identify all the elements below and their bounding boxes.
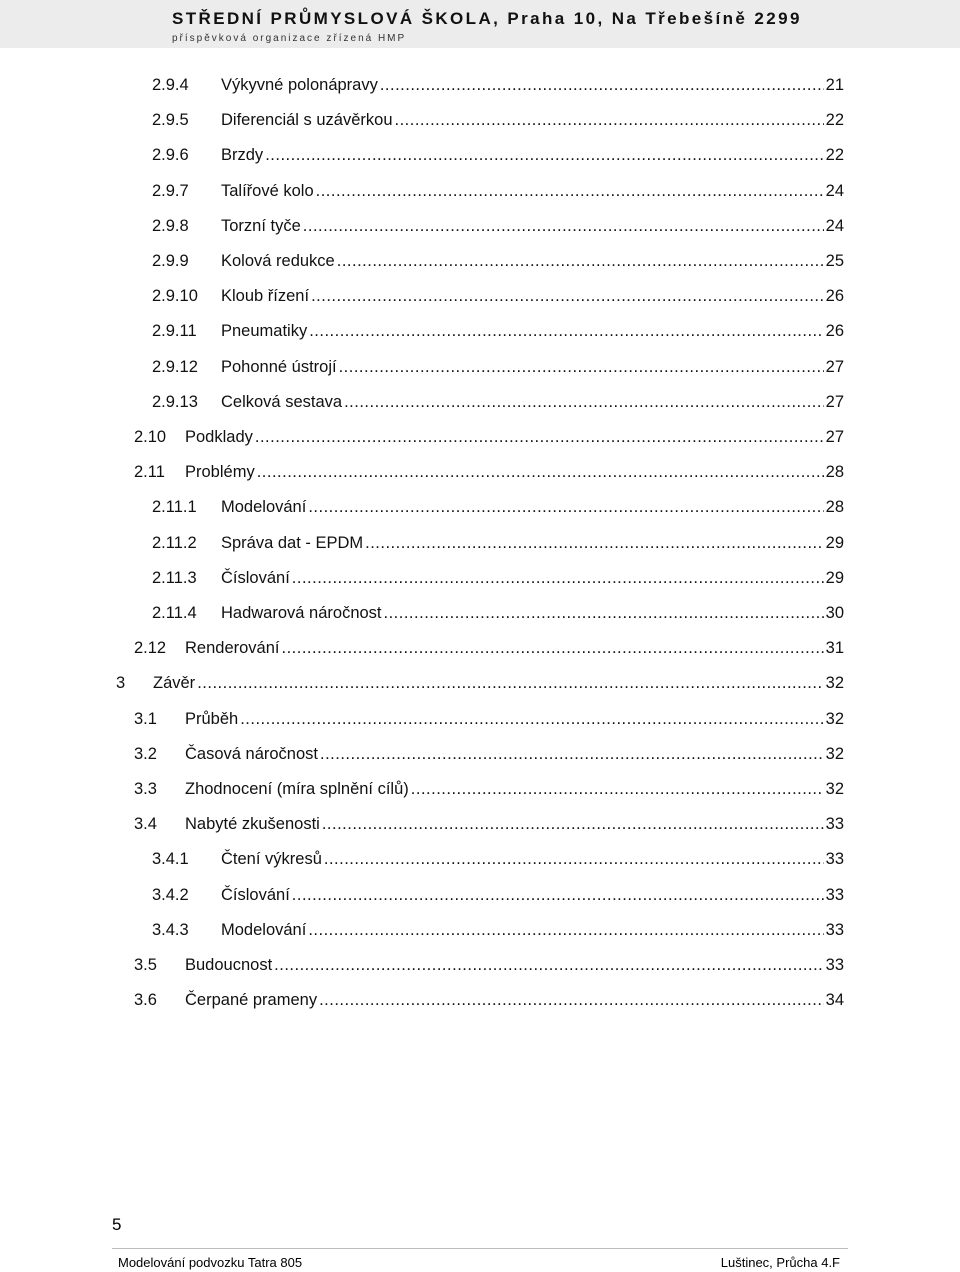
- toc-entry[interactable]: [134, 707, 844, 731]
- toc-entry[interactable]: [152, 918, 844, 942]
- toc-entry-title: Nabyté zkušenosti: [185, 815, 320, 833]
- toc-entry-number: 2.11: [134, 463, 165, 481]
- toc-entry-title: Podklady: [185, 428, 253, 446]
- toc-entry-title: Celková sestava: [221, 393, 343, 411]
- toc-entry-page: 27: [825, 428, 844, 446]
- toc-entry-title: Modelování: [221, 921, 307, 939]
- toc-entry[interactable]: [134, 460, 844, 484]
- toc-entry[interactable]: [134, 988, 844, 1012]
- footer-document-title: Modelování podvozku Tatra 805: [118, 1255, 303, 1270]
- toc-entry-title: Talířové kolo: [221, 182, 314, 200]
- toc-entry-page: 33: [825, 956, 844, 974]
- toc-dot-leader: [316, 179, 824, 203]
- toc-entry-title: Kolová redukce: [221, 252, 335, 270]
- toc-entry-title: Čtení výkresů: [221, 850, 322, 868]
- toc-dot-leader: [197, 671, 823, 695]
- toc-entry-page: 27: [825, 393, 844, 411]
- toc-entry[interactable]: [152, 531, 844, 555]
- toc-dot-leader: [324, 847, 824, 871]
- toc-entry-number: 2.9.10: [152, 287, 198, 305]
- toc-entry[interactable]: [152, 284, 844, 308]
- toc-entry-title: Torzní tyče: [221, 217, 301, 235]
- toc-entry-title: Problémy: [185, 463, 255, 481]
- toc-entry-page: 26: [825, 287, 844, 305]
- school-subtitle: příspěvková organizace zřízená HMP: [172, 33, 407, 44]
- toc-entry-page: 29: [825, 534, 844, 552]
- toc-dot-leader: [344, 390, 824, 414]
- toc-entry-page: 30: [825, 604, 844, 622]
- toc-entry-number: 2.9.5: [152, 111, 189, 129]
- toc-entry-title: Diferenciál s uzávěrkou: [221, 111, 393, 129]
- footer-divider: [112, 1248, 848, 1249]
- toc-entry-number: 2.9.6: [152, 146, 189, 164]
- toc-entry-page: 31: [825, 639, 844, 657]
- toc-entry[interactable]: [134, 425, 844, 449]
- toc-dot-leader: [380, 73, 824, 97]
- toc-dot-leader: [308, 495, 823, 519]
- toc-entry-number: 2.11.1: [152, 498, 197, 516]
- toc-dot-leader: [365, 531, 824, 555]
- toc-entry-number: 2.10: [134, 428, 167, 446]
- toc-entry[interactable]: [152, 355, 844, 379]
- toc-entry[interactable]: [152, 179, 844, 203]
- page-header: [0, 0, 960, 48]
- toc-entry-page: 33: [825, 921, 844, 939]
- toc-entry-number: 3.2: [134, 745, 157, 763]
- toc-entry-number: 2.11.2: [152, 534, 197, 552]
- toc-entry-page: 24: [825, 217, 844, 235]
- toc-entry-number: 3.4: [134, 815, 157, 833]
- toc-dot-leader: [411, 777, 824, 801]
- toc-entry-title: Pneumatiky: [221, 322, 308, 340]
- toc-entry-title: Výkyvné polonápravy: [221, 76, 378, 94]
- toc-entry[interactable]: [134, 812, 844, 836]
- toc-entry-page: 26: [825, 322, 844, 340]
- toc-entry-page: 32: [825, 780, 844, 798]
- toc-entry-title: Hadwarová náročnost: [221, 604, 382, 622]
- toc-dot-leader: [292, 566, 824, 590]
- toc-entry-number: 2.9.9: [152, 252, 189, 270]
- toc-entry-title: Pohonné ústrojí: [221, 358, 337, 376]
- page-number: 5: [112, 1215, 122, 1234]
- toc-entry-number: 2.9.13: [152, 393, 198, 411]
- toc-entry-page: 24: [825, 182, 844, 200]
- toc-entry-title: Kloub řízení: [221, 287, 310, 305]
- toc-entry-page: 25: [825, 252, 844, 270]
- toc-entry-number: 2.11.3: [152, 569, 197, 587]
- toc-dot-leader: [255, 425, 824, 449]
- toc-entry-number: 2.9.12: [152, 358, 198, 376]
- toc-entry-title: Číslování: [221, 569, 290, 587]
- toc-entry-page: 28: [825, 498, 844, 516]
- toc-dot-leader: [337, 249, 824, 273]
- toc-entry-number: 3.4.3: [152, 921, 189, 939]
- toc-entry[interactable]: [152, 73, 844, 97]
- toc-entry[interactable]: [152, 390, 844, 414]
- toc-entry-number: 3: [116, 674, 126, 692]
- school-name: STŘEDNÍ PRŮMYSLOVÁ ŠKOLA, Praha 10, Na Třebešíně 2299: [172, 9, 802, 28]
- toc-entry[interactable]: [152, 566, 844, 590]
- toc-dot-leader: [274, 953, 823, 977]
- toc-entry-page: 28: [825, 463, 844, 481]
- toc-entry-number: 3.4.1: [152, 850, 189, 868]
- toc-entry-page: 27: [825, 358, 844, 376]
- toc-entry-number: 2.9.11: [152, 322, 197, 340]
- toc-entry[interactable]: [152, 883, 844, 907]
- toc-entry[interactable]: [152, 495, 844, 519]
- toc-entry-number: 3.3: [134, 780, 157, 798]
- toc-entry-page: 33: [825, 886, 844, 904]
- toc-entry-page: 32: [825, 745, 844, 763]
- toc-entry-number: 2.9.8: [152, 217, 189, 235]
- toc-entry-title: Časová náročnost: [185, 745, 318, 763]
- toc-entry[interactable]: [134, 742, 844, 766]
- toc-entry-page: 29: [825, 569, 844, 587]
- footer-authors: Luštinec, Průcha 4.F: [720, 1255, 840, 1270]
- toc-entry-title: Modelování: [221, 498, 307, 516]
- toc-dot-leader: [320, 742, 824, 766]
- toc-entry[interactable]: [152, 319, 844, 343]
- toc-dot-leader: [309, 319, 823, 343]
- toc-entry[interactable]: [152, 143, 844, 167]
- toc-entry-number: 3.6: [134, 991, 157, 1009]
- toc-dot-leader: [308, 918, 823, 942]
- toc-dot-leader: [281, 636, 823, 660]
- toc-dot-leader: [257, 460, 824, 484]
- toc-entry-page: 32: [825, 674, 844, 692]
- toc-dot-leader: [384, 601, 824, 625]
- toc-dot-leader: [319, 988, 824, 1012]
- toc-dot-leader: [292, 883, 824, 907]
- toc-entry[interactable]: [152, 601, 844, 625]
- toc-entry-number: 2.12: [134, 639, 167, 657]
- toc-entry[interactable]: [134, 953, 844, 977]
- toc-entry-title: Renderování: [185, 639, 280, 657]
- toc-entry[interactable]: [134, 777, 844, 801]
- toc-entry-number: 3.1: [134, 710, 157, 728]
- toc-entry-number: 2.11.4: [152, 604, 197, 622]
- toc-entry-title: Čerpané prameny: [185, 991, 318, 1009]
- toc-entry-page: 22: [825, 111, 844, 129]
- toc-entry[interactable]: [152, 249, 844, 273]
- toc-dot-leader: [311, 284, 824, 308]
- toc-entry-title: Správa dat - EPDM: [221, 534, 364, 552]
- toc-entry-number: 2.9.4: [152, 76, 189, 94]
- toc-entry-title: Budoucnost: [185, 956, 273, 974]
- toc-entry-number: 2.9.7: [152, 182, 189, 200]
- toc-entry[interactable]: [134, 636, 844, 660]
- toc-entry-page: 22: [825, 146, 844, 164]
- toc-dot-leader: [303, 214, 824, 238]
- toc-entry[interactable]: [152, 847, 844, 871]
- toc-entry-page: 33: [825, 815, 844, 833]
- toc-entry[interactable]: [152, 214, 844, 238]
- toc-dot-leader: [322, 812, 824, 836]
- toc-dot-leader: [395, 108, 824, 132]
- toc-entry-page: 21: [825, 76, 844, 94]
- toc-entry-title: Závěr: [153, 674, 196, 692]
- toc-entry-page: 34: [825, 991, 844, 1009]
- toc-entry-title: Průběh: [185, 710, 239, 728]
- toc-dot-leader: [265, 143, 823, 167]
- toc-entry-title: Číslování: [221, 886, 290, 904]
- toc-entry[interactable]: [116, 671, 844, 695]
- toc-dot-leader: [240, 707, 823, 731]
- toc-entry-page: 33: [825, 850, 844, 868]
- toc-entry[interactable]: [152, 108, 844, 132]
- toc-entry-page: 32: [825, 710, 844, 728]
- toc-entry-number: 3.5: [134, 956, 157, 974]
- toc-entry-title: Brzdy: [221, 146, 264, 164]
- toc-entry-title: Zhodnocení (míra splnění cílů): [185, 780, 409, 798]
- toc-entry-number: 3.4.2: [152, 886, 189, 904]
- toc-dot-leader: [339, 355, 824, 379]
